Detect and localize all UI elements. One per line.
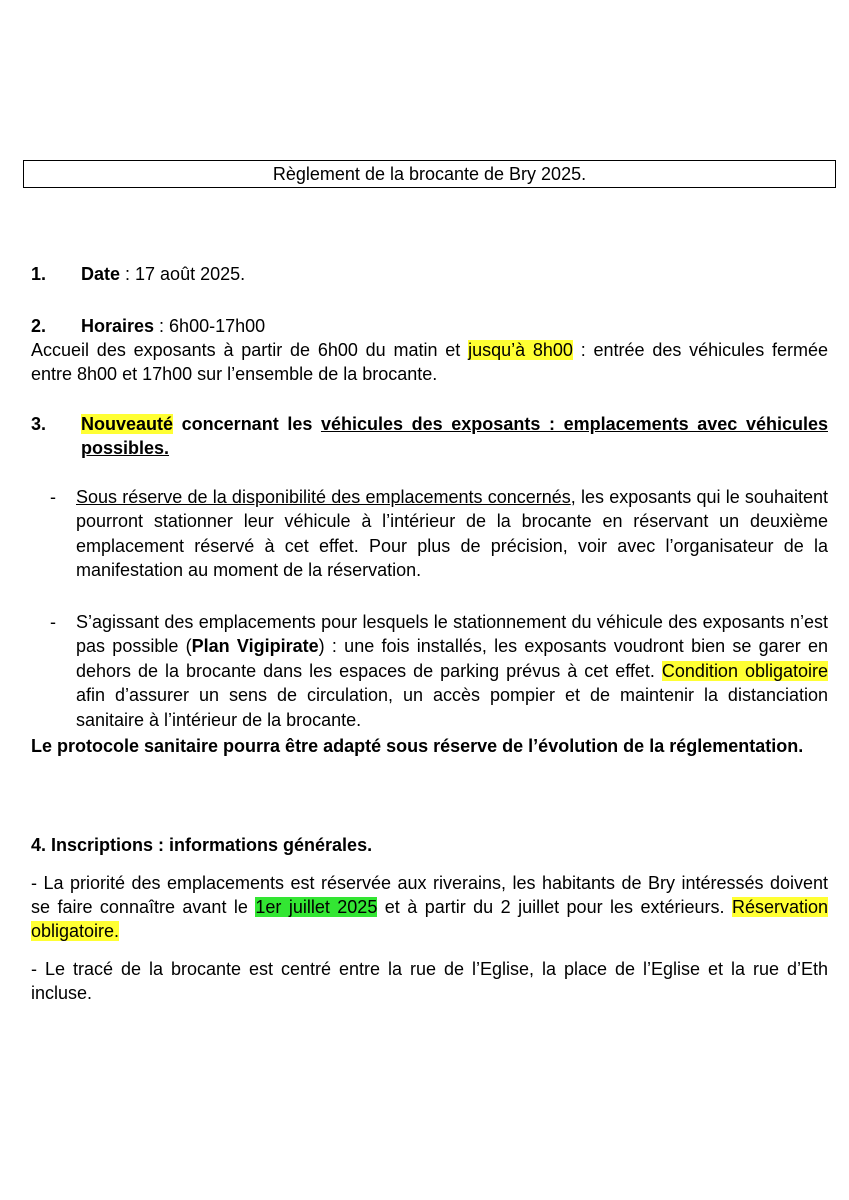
section-3-text: concernant les: [173, 414, 321, 434]
section-2-value: : 6h00-17h00: [154, 316, 266, 336]
bullet-1-dash: -: [50, 487, 56, 507]
section-2-label: Horaires: [81, 316, 155, 336]
section-4-heading: 4. Inscriptions : informations générales.: [31, 835, 373, 855]
bullet-2-text-a: S’agissant des emplacements pour lesquels le stationnement du véhicule des exposants n’est pas possible (: [76, 612, 828, 657]
bullet-2: [76, 610, 828, 732]
section-2-text-b: : entrée des véhicules fermée entre 8h00 et 17h00 sur l’ensemble de la brocante.: [31, 340, 828, 384]
section-3-highlight: Nouveauté: [81, 414, 174, 434]
section-2-heading: [31, 314, 828, 338]
document-title: Règlement de la brocante de Bry 2025.: [23, 160, 836, 188]
bullet-1: [76, 485, 828, 583]
section-4-text-a: - La priorité des emplacements est réservée aux riverains, les habitants de Bry intéressés doivent se faire connaître avant le: [31, 873, 828, 917]
section-2-text-a: Accueil des exposants à partir de 6h00 du matin et: [31, 340, 469, 360]
section-3-underlined: véhicules des exposants : emplacements avec véhicules possibles.: [81, 414, 828, 458]
section-1-value: : 17 août 2025.: [120, 264, 246, 284]
section-4-paragraph-2: - Le tracé de la brocante est centré entre la rue de l’Eglise, la place de l’Eglise et la rue d’Eth incluse.: [31, 959, 828, 1003]
section-2-paragraph: [31, 338, 828, 386]
section-2-number: 2.: [31, 316, 47, 336]
section-2-highlight: jusqu’à 8h00: [468, 340, 573, 360]
section-1-number: 1.: [31, 264, 47, 284]
bullet-2-dash: -: [50, 612, 56, 632]
bullet-2-text-b: ) : une fois installés, les exposants voudront bien se garer en dehors de la brocante dans les espaces de parking prévus à cet effet.: [76, 636, 828, 681]
bullet-2-bold: Plan Vigipirate: [191, 636, 319, 657]
protocol-note: Le protocole sanitaire pourra être adapté sous réserve de l’évolution de la réglementation.: [31, 736, 804, 756]
bullet-1-underlined: Sous réserve de la disponibilité des emplacements concernés: [76, 487, 571, 507]
section-1: [31, 262, 828, 286]
section-4-text-b: et à partir du 2 juillet pour les extérieurs.: [377, 897, 732, 917]
bullet-2-highlight: Condition obligatoire: [661, 660, 829, 681]
section-4-paragraph-1: [31, 871, 828, 943]
section-4-reservation-highlight: Réservation obligatoire.: [31, 897, 829, 941]
section-1-label: Date: [81, 264, 121, 284]
section-3-number: 3.: [31, 414, 47, 434]
section-3-title: [81, 412, 828, 460]
bullet-2-text-c: afin d’assurer un sens de circulation, un accès pompier et de maintenir la distanciation sanitaire à l’intérieur de la brocante.: [76, 685, 828, 730]
section-4-date-highlight: 1er juillet 2025: [255, 897, 378, 917]
bullet-1-text: , les exposants qui le souhaitent pourront stationner leur véhicule à l’intérieur de la brocante en réservant un deuxième emplacement réservé à cet effet. Pour plus de précision, voir avec l’organisateur de la manifestation au moment de la réservation.: [76, 487, 828, 581]
